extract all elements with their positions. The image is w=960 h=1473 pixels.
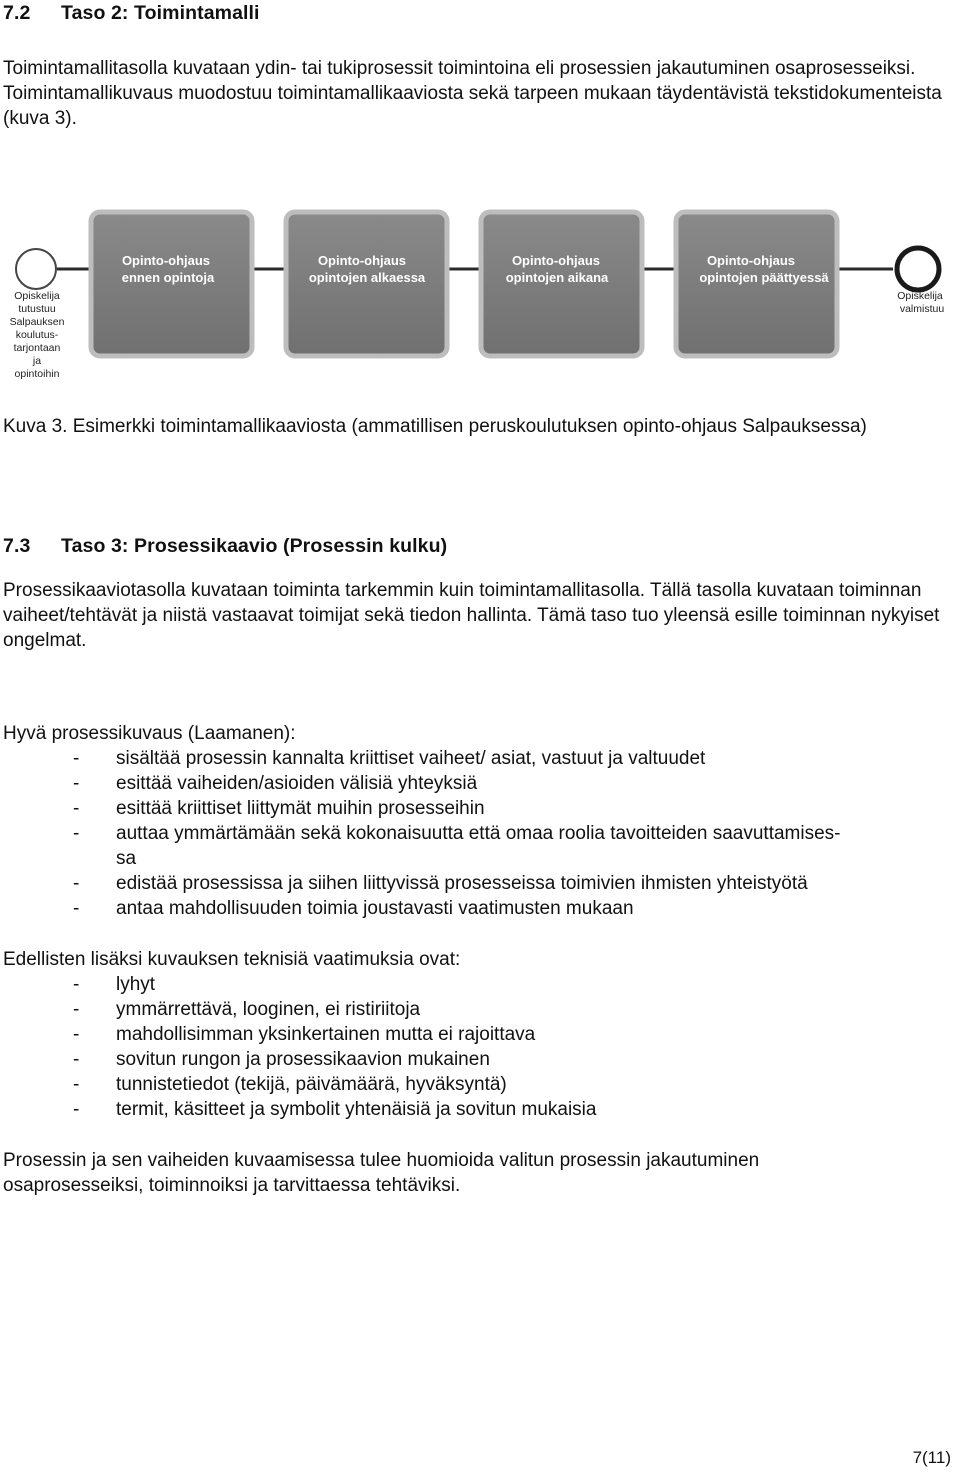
list-item: - termit, käsitteet ja symbolit yhtenäisiä ja sovitun mukaisia	[3, 1097, 953, 1122]
svg-text:tutustuu: tutustuu	[18, 303, 56, 315]
list-item: - tunnistetiedot (tekijä, päivämäärä, hyväksyntä)	[3, 1072, 953, 1097]
technical-requirements-intro: Edellisten lisäksi kuvauksen teknisiä vaatimuksia ovat:	[3, 949, 461, 970]
start-event-label	[10, 290, 65, 380]
list-item: - sovitun rungon ja prosessikaavion mukainen	[3, 1047, 953, 1072]
svg-text:valmistuu: valmistuu	[899, 303, 945, 315]
process-box-2	[286, 212, 447, 356]
svg-text:ja: ja	[32, 355, 42, 367]
list-item: - auttaa ymmärtämään sekä kokonaisuutta että omaa roolia tavoitteiden saavuttamises- sa	[3, 821, 953, 871]
technical-requirements-list	[3, 972, 953, 1122]
start-event	[16, 249, 56, 289]
svg-text:Salpauksen: Salpauksen	[9, 316, 65, 328]
svg-text:opintoihin: opintoihin	[14, 368, 60, 380]
list-item: - esittää vaiheiden/asioiden välisiä yhteyksiä	[3, 771, 953, 796]
process-box-3	[481, 212, 642, 356]
list-item: - esittää kriittiset liittymät muihin prosesseihin	[3, 796, 953, 821]
process-box-1-line1: Opinto-ohjaus	[121, 253, 211, 268]
good-description-list	[3, 746, 953, 921]
process-model-diagram	[0, 195, 960, 395]
process-box-3-line1: Opinto-ohjaus	[511, 253, 601, 268]
good-description-block	[3, 721, 953, 921]
figure-caption: Kuva 3. Esimerkki toimintamallikaaviosta (ammatillisen peruskoulutuksen opinto-ohjaus Salpauksessa)	[3, 416, 867, 437]
process-box-1	[91, 212, 252, 356]
section-title: Taso 2: Toimintamalli	[61, 2, 260, 24]
svg-text:tarjontaan: tarjontaan	[13, 342, 61, 354]
end-event-label	[897, 290, 944, 315]
process-box-1-line2: ennen opintoja	[121, 270, 215, 285]
section-number: 7.2	[3, 2, 31, 24]
svg-text:Opiskelija: Opiskelija	[14, 290, 60, 302]
page-number: 7(11)	[912, 1448, 951, 1467]
technical-requirements-block	[3, 947, 953, 1122]
section-7-2-paragraph: Toimintamallitasolla kuvataan ydin- tai tukiprosessit toimintoina eli prosessien jakautuminen osaprosesseiksi. Toimintamallikuvaus muodostuu toimintamallikaaviosta sekä tarpeen mukaan täydentävistä tekstidokumenteista (kuva 3).	[3, 58, 942, 129]
section-number: 7.3	[3, 535, 31, 557]
svg-text:koulutus-: koulutus-	[15, 329, 59, 341]
process-box-4	[676, 212, 837, 356]
good-description-intro: Hyvä prosessikuvaus (Laamanen):	[3, 723, 296, 744]
process-box-4-line2: opintojen päättyessä	[699, 270, 829, 285]
end-event	[897, 248, 939, 290]
process-box-2-line1: Opinto-ohjaus	[317, 253, 407, 268]
list-item: - antaa mahdollisuuden toimia joustavasti vaatimusten mukaan	[3, 896, 953, 921]
section-title: Taso 3: Prosessikaavio (Prosessin kulku)	[61, 535, 448, 557]
list-item: - sisältää prosessin kannalta kriittiset vaiheet/ asiat, vastuut ja valtuudet	[3, 746, 953, 771]
list-item: - lyhyt	[3, 972, 953, 997]
list-item: - edistää prosessissa ja siihen liittyvissä prosesseissa toimivien ihmisten yhteistyötä	[3, 871, 953, 896]
section-7-3-paragraph: Prosessikaaviotasolla kuvataan toiminta tarkemmin kuin toimintamallitasolla. Tällä tasolla kuvataan toiminnan vaiheet/tehtävät ja niistä vastaavat toimijat sekä tiedon hallinta. Tämä taso tuo yleensä esille toiminnan nykyiset ongelmat.	[3, 580, 940, 651]
svg-text:Opiskelija: Opiskelija	[897, 290, 943, 302]
closing-paragraph: Prosessin ja sen vaiheiden kuvaamisessa tulee huomioida valitun prosessin jakautuminen osaprosesseiksi, toiminnoiksi ja tarvittaessa tehtäviksi.	[3, 1150, 760, 1196]
process-box-3-line2: opintojen aikana	[505, 270, 609, 285]
section-heading-7-3	[3, 535, 447, 558]
list-item: - mahdollisimman yksinkertainen mutta ei rajoittava	[3, 1022, 953, 1047]
process-box-2-line2: opintojen alkaessa	[308, 270, 426, 285]
process-box-4-line1: Opinto-ohjaus	[706, 253, 796, 268]
section-heading-7-2	[3, 2, 260, 25]
list-item: - ymmärrettävä, looginen, ei ristiriitoja	[3, 997, 953, 1022]
